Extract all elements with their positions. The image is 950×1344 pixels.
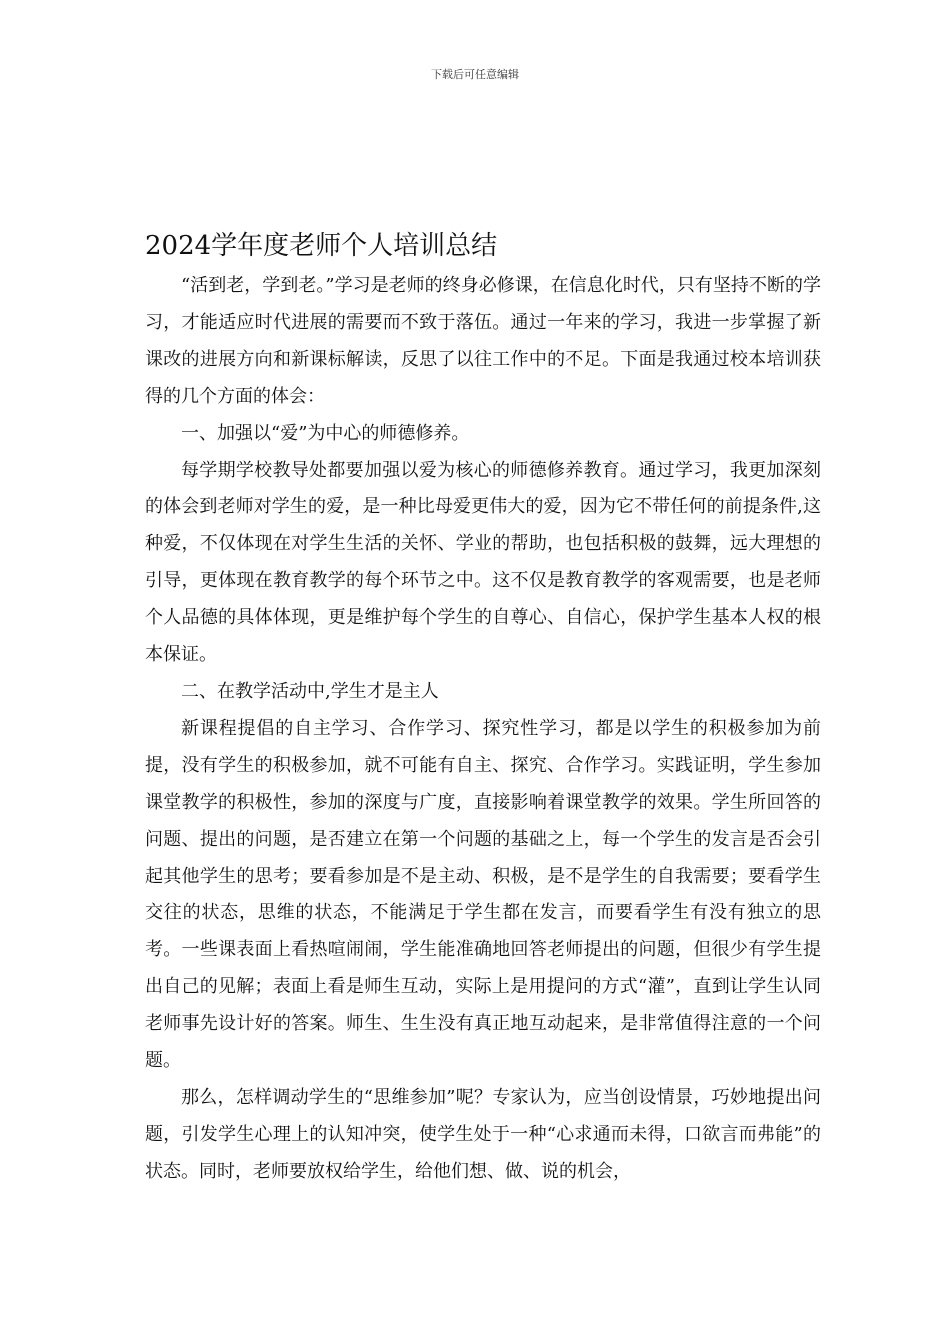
section-1-paragraph: 每学期学校教导处都要加强以爱为核心的师德修养教育。通过学习，我更加深刻的体会到老师对学生的爱，是一种比母爱更伟大的爱，因为它不带任何的前提条件,这种爱，不仅体现在对学生生活的关怀、学业的帮助，也包括积极的鼓舞，远大理想的引导，更体现在教育教学的每个环节之中。这不仅是教育教学的客观需要，也是老师个人品德的具体体现，更是维护每个学生的自尊心、自信心，保护学生基本人权的根本保证。	[145, 459, 821, 666]
document-body	[145, 268, 821, 1191]
intro-paragraph: “活到老，学到老。”学习是老师的终身必修课，在信息化时代，只有坚持不断的学习，才能适应时代进展的需要而不致于落伍。通过一年来的学习，我进一步掌握了新课改的进展方向和新课标解读，反思了以往工作中的不足。下面是我通过校本培训获得的几个方面的体会：	[145, 275, 821, 407]
section-heading-2: 二、在教学活动中,学生才是主人	[181, 680, 439, 702]
section-2-paragraph-continued: 那么，怎样调动学生的“思维参加”呢？专家认为，应当创设情景，巧妙地提出问题，引发学生心理上的认知冲突，使学生处于一种“心求通而未得，口欲言而弗能”的状态。同时，老师要放权给学生，给他们想、做、说的机会，	[145, 1086, 821, 1182]
section-2-paragraph: 新课程提倡的自主学习、合作学习、探究性学习，都是以学生的积极参加为前提，没有学生的积极参加，就不可能有自主、探究、合作学习。实践证明，学生参加课堂教学的积极性，参加的深度与广度，直接影响着课堂教学的效果。学生所回答的问题、提出的问题，是否建立在第一个问题的基础之上，每一个学生的发言是否会引起其他学生的思考；要看参加是不是主动、积极，是不是学生的自我需要；要看学生交往的状态，思维的状态，不能满足于学生都在发言，而要看学生有没有独立的思考。一些课表面上看热喧闹闹，学生能准确地回答老师提出的问题，但很少有学生提出自己的见解；表面上看是师生互动，实际上是用提问的方式“灌”，直到让学生认同老师事先设计好的答案。师生、生生没有真正地互动起来，是非常值得注意的一个问题。	[145, 717, 821, 1072]
page-header: 下载后可任意编辑	[431, 68, 519, 81]
document-title: 2024学年度老师个人培训总结	[145, 231, 498, 261]
section-heading-1: 一、加强以“爱”为中心的师德修养。	[181, 422, 470, 444]
